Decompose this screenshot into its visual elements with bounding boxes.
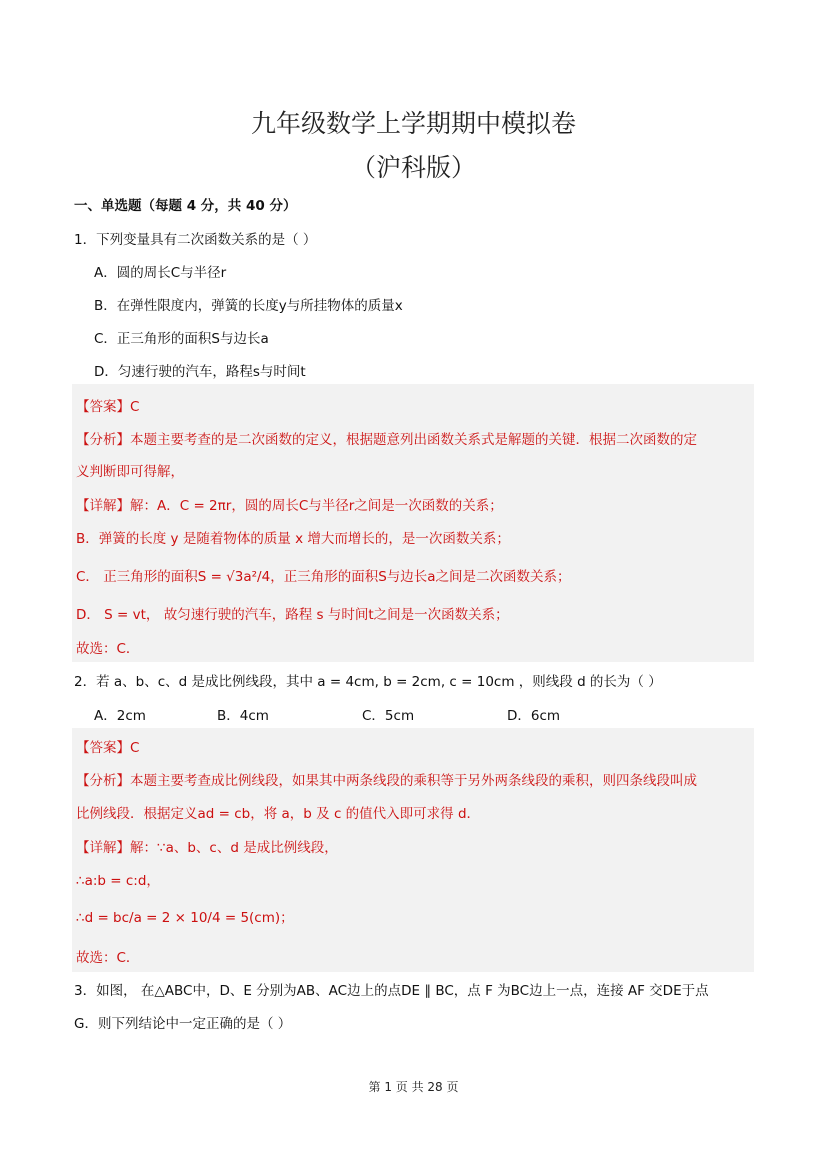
question-2-option-d: D．6cm: [507, 708, 561, 724]
question-3-stem-line-2: G．则下列结论中一定正确的是（ ）: [74, 1016, 292, 1032]
question-3-stem-line-1: 3．如图， 在△ABC中，D、E 分别为AB、AC边上的点DE ∥ BC，点 F 为BC边上一点，连接 AF 交DE于点: [74, 983, 709, 999]
document-subtitle: （沪科版）: [350, 153, 476, 182]
question-1-option-c: C．正三角形的面积S与边长a: [94, 331, 269, 347]
question-1-analysis-line-2: 义判断即可得解，: [76, 464, 184, 480]
question-1-choose: 故选：C．: [76, 641, 140, 657]
question-2-detail-2: ∴a:b = c:d，: [76, 873, 160, 889]
question-2-detail-1: 【详解】解：∵a、b、c、d 是成比例线段，: [76, 840, 338, 856]
question-2-analysis-line-1: 【分析】本题主要考查成比例线段，如果其中两条线段的乘积等于另外两条线段的乘积，则四条线段叫成: [76, 773, 697, 789]
question-2-analysis-line-2: 比例线段．根据定义ad = cb，将 a，b 及 c 的值代入即可求得 d．: [76, 806, 481, 822]
document-title: 九年级数学上学期期中模拟卷: [250, 109, 576, 138]
question-2-option-a: A．2cm: [94, 708, 146, 724]
question-2-stem: 2．若 a、b、c、d 是成比例线段，其中 a = 4cm, b = 2cm, c = 10cm ，则线段 d 的长为（ ）: [74, 674, 662, 690]
question-1-detail-d: D． S = vt， 故匀速行驶的汽车，路程 s 与时间t之间是一次函数关系；: [76, 607, 509, 623]
question-2-option-c: C．5cm: [362, 708, 415, 724]
question-1-option-a: A．圆的周长C与半径r: [94, 265, 227, 281]
question-1-stem: 1．下列变量具有二次函数关系的是（ ）: [74, 232, 317, 248]
question-1-option-d: D．匀速行驶的汽车，路程s与时间t: [94, 364, 306, 380]
question-2-detail-3: ∴d = bc/a = 2 × 10/4 = 5(cm)；: [76, 910, 294, 926]
question-2-answer: 【答案】C: [76, 740, 140, 756]
question-1-detail-a: 【详解】解：A．C = 2πr，圆的周长C与半径r之间是一次函数的关系；: [76, 498, 503, 514]
page-footer: 第 1 页 共 28 页: [368, 1080, 459, 1094]
question-1-answer: 【答案】C: [76, 399, 140, 415]
question-1-detail-c: C． 正三角形的面积S = √3a²/4，正三角形的面积S与边长a之间是二次函数关系；: [76, 569, 571, 585]
question-2-option-b: B．4cm: [217, 708, 269, 724]
question-1-option-b: B．在弹性限度内，弹簧的长度y与所挂物体的质量x: [94, 298, 403, 314]
question-2-choose: 故选：C．: [76, 950, 140, 966]
question-1-analysis-line-1: 【分析】本题主要考查的是二次函数的定义，根据题意列出函数关系式是解题的关键．根据二次函数的定: [76, 432, 697, 448]
section-heading: 一、单选题（每题 4 分，共 40 分）: [74, 198, 297, 214]
question-1-detail-b: B．弹簧的长度 y 是随着物体的质量 x 增大而增长的，是一次函数关系；: [76, 531, 510, 547]
